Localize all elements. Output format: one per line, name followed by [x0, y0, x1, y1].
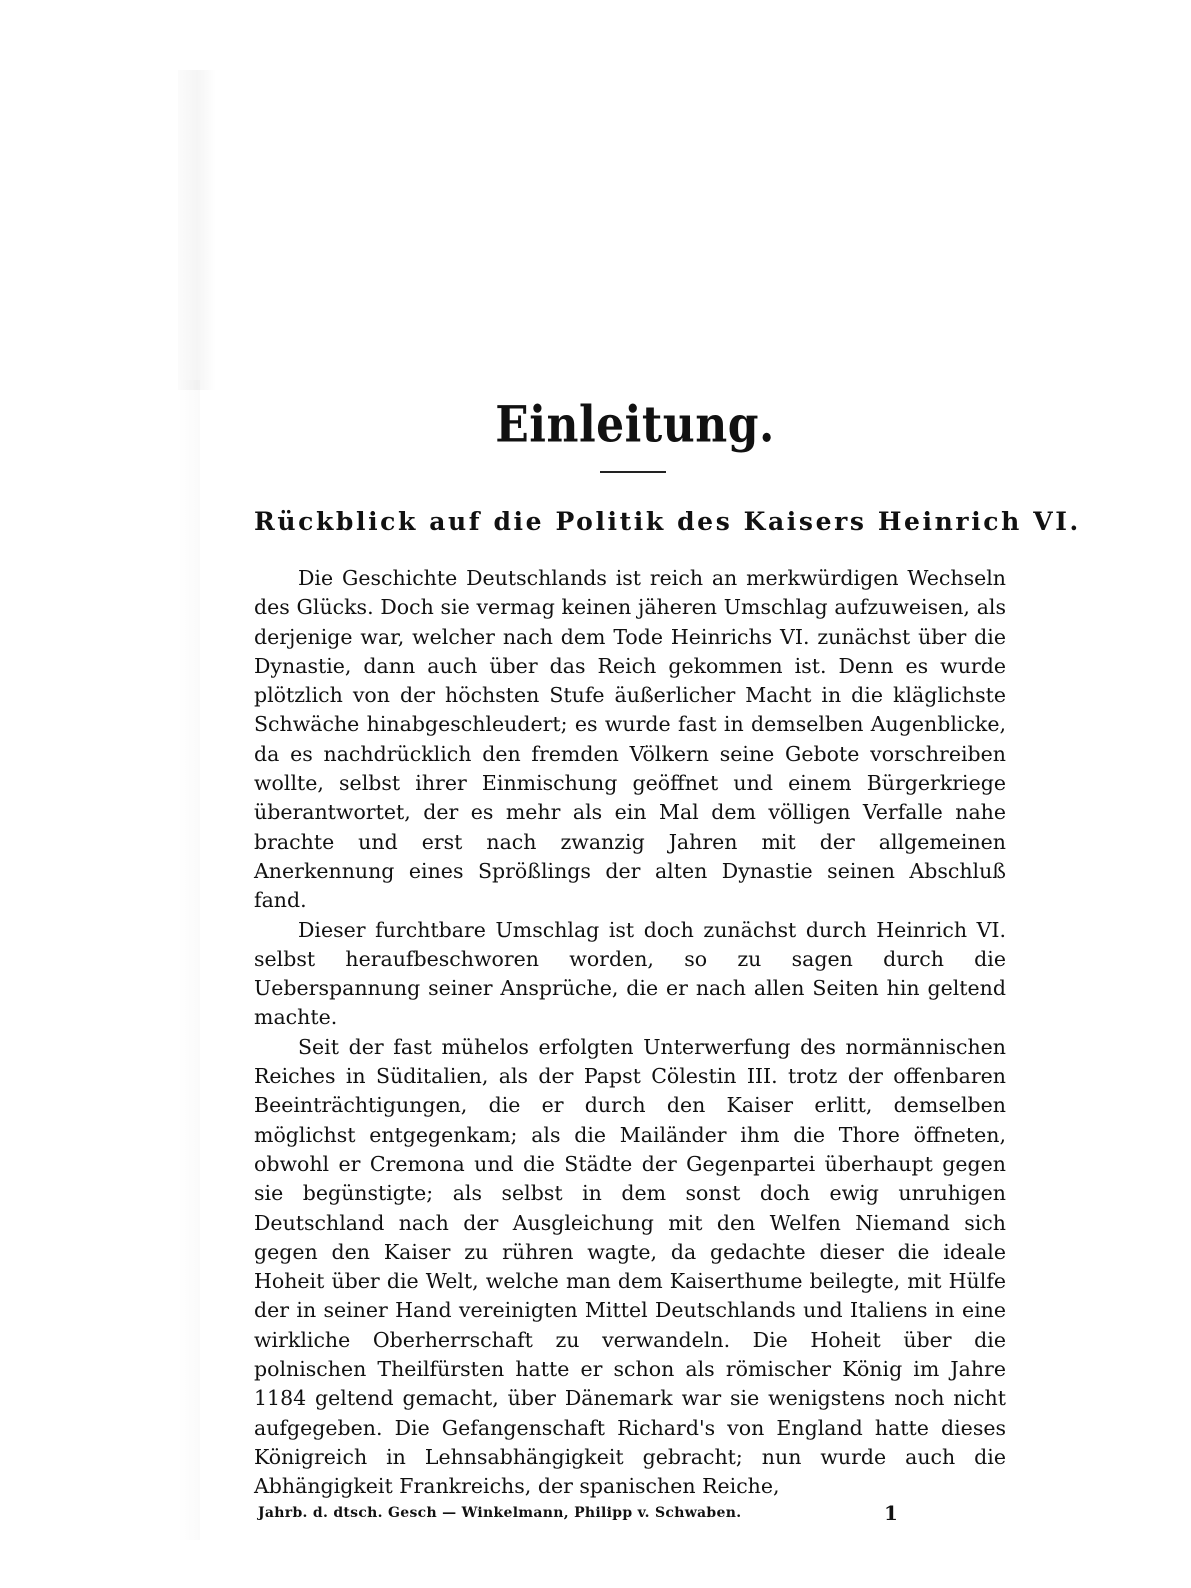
paragraph: Seit der fast mühelos erfolgten Unterwerfung des normännischen Reiches in Süditalien, als der Papst Cölestin III. trotz der offenbaren Beeinträchtigungen, die er durch den Kaiser erlitt, demselben möglichst entgegenkam; als die Mailänder ihm die Thore öffneten, obwohl er Cremona und die Städte der Gegenpartei überhaupt gegen sie begünstigte; als selbst in dem sonst doch ewig unruhigen Deutschland nach der Ausgleichung mit den Welfen Niemand sich gegen den Kaiser zu rühren wagte, da gedachte dieser die ideale Hoheit über die Welt, welche man dem Kaiserthume beilegte, mit Hülfe der in seiner Hand vereinigten Mittel Deutschlands und Italiens in eine wirkliche Oberherrschaft zu verwandeln. Die Hoheit über die polnischen Theilfürsten hatte er schon als römischer König im Jahre 1184 geltend gemacht, über Dänemark war sie wenigstens noch nicht aufgegeben. Die Gefangenschaft Richard's von England hatte dieses Königreich in Lehnsabhängigkeit gebracht; nun wurde auch die Abhängigkeit Frankreichs, der spanischen Reiche, — [254, 1034, 1006, 1499]
footer-signature: Jahrb. d. dtsch. Gesch — Winkelmann, Philipp v. Schwaben. — [258, 1505, 742, 1521]
paragraph: Die Geschichte Deutschlands ist reich an merkwürdigen Wechseln des Glücks. Doch sie vermag keinen jäheren Umschlag aufzuweisen, als derjenige war, welcher nach dem Tode Heinrichs VI. zunächst über die Dynastie, dann auch über das Reich gekommen ist. Denn es wurde plötzlich von der höchsten Stufe äußerlicher Macht in die kläglichste Schwäche hinabgeschleudert; es wurde fast in demselben Augenblicke, da es nachdrücklich den fremden Völkern seine Gebote vorschreiben wollte, selbst ihrer Einmischung geöffnet und einem Bürgerkriege überantwortet, der es mehr als ein Mal dem völligen Verfalle nahe brachte und erst nach zwanzig Jahren mit der allgemeinen Anerkennung eines Sprößlings der alten Dynastie seinen Abschluß fand. — [254, 566, 1006, 913]
section-title: Rückblick auf die Politik des Kaisers Heinrich VI. — [254, 507, 1081, 536]
title-divider — [600, 471, 666, 473]
paragraph: Dieser furchtbare Umschlag ist doch zunächst durch Heinrich VI. selbst heraufbeschworen worden, so zu sagen durch die Ueberspannung seiner Ansprüche, die er nach allen Seiten hin geltend machte. — [254, 917, 1006, 1030]
scan-shadow-margin — [178, 380, 200, 1540]
page-number: 1 — [884, 1501, 898, 1525]
page-footer — [254, 1501, 1006, 1529]
body-text — [254, 564, 1006, 1502]
scan-shadow — [178, 70, 216, 390]
chapter-title: Einleitung. — [495, 396, 775, 454]
page-content — [254, 395, 1081, 1502]
